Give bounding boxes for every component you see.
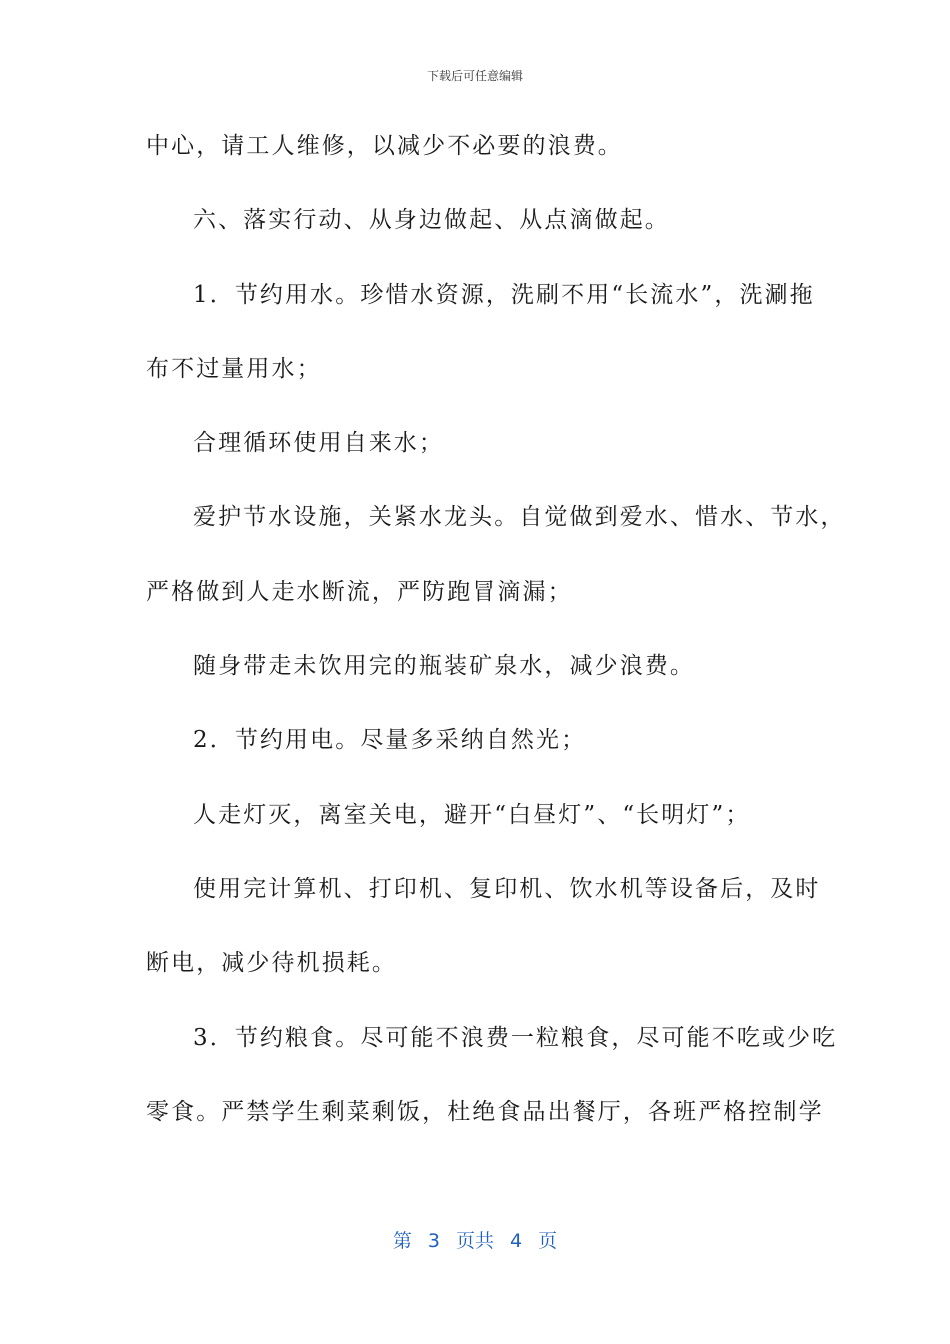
page-header: 下载后可任意编辑 [426, 69, 523, 83]
text-line: 中心，请工人维修，以减少不必要的浪费。 [146, 133, 623, 159]
text-line: 随身带走未饮用完的瓶装矿泉水，减少浪费。 [193, 653, 695, 680]
text-line: 使用完计算机、打印机、复印机、饮水机等设备后，及时 [193, 875, 821, 902]
text-line: 人走灯灭，离室关电，避开“白昼灯”、“长明灯”； [193, 801, 751, 828]
text-line: 2．节约用电。尽量多采纳自然光； [193, 727, 587, 754]
document-body [146, 124, 846, 1164]
text-line: 断电，减少待机损耗。 [146, 950, 397, 977]
text-line: 严格做到人走水断流，严防跑冒滴漏； [146, 578, 573, 605]
text-line: 布不过量用水； [146, 355, 322, 382]
text-line: 六、落实行动、从身边做起、从点滴做起。 [193, 207, 670, 234]
text-line: 1．节约用水。珍惜水资源，洗刷不用“长流水”，洗涮拖 [193, 281, 815, 308]
text-line: 3．节约粮食。尽可能不浪费一粒粮食，尽可能不吃或少吃 [193, 1024, 838, 1051]
text-line: 合理循环使用自来水； [193, 430, 444, 457]
text-line: 零食。严禁学生剩菜剩饭，杜绝食品出餐厅，各班严格控制学 [146, 1098, 824, 1125]
page-number-footer: 第 3 页共 4 页 [392, 1230, 558, 1252]
text-line: 爱护节水设施，关紧水龙头。自觉做到爱水、惜水、节水， [193, 504, 846, 531]
